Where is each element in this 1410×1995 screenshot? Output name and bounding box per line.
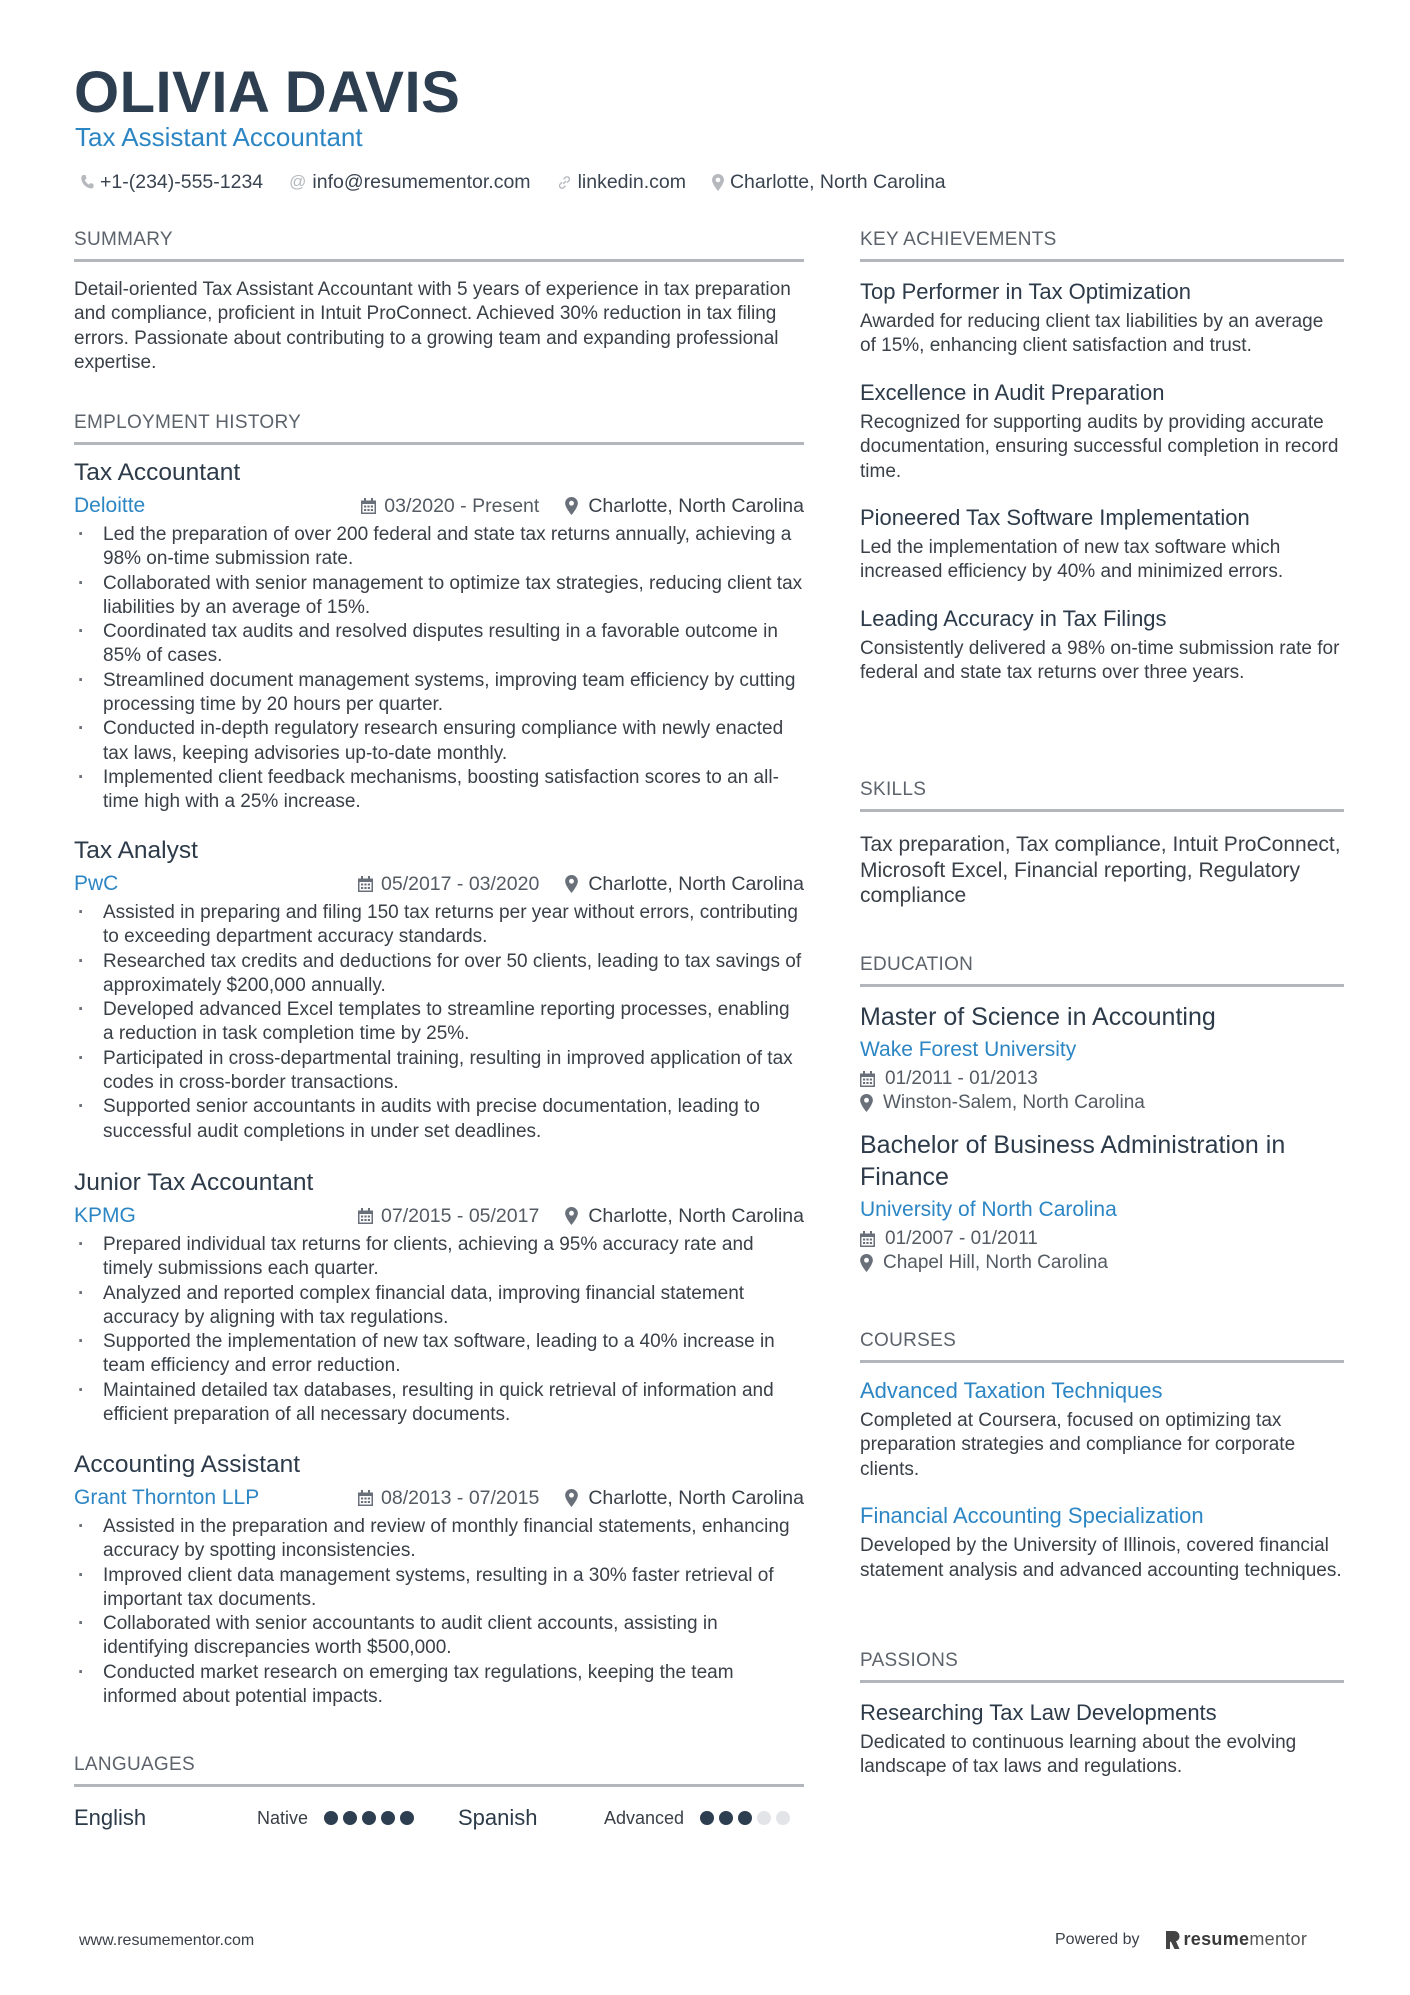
phone-icon — [80, 174, 94, 190]
language-name: English — [74, 1805, 147, 1830]
section-divider — [74, 442, 804, 445]
section-divider — [860, 1680, 1344, 1683]
footer-powered — [1055, 1929, 1307, 1950]
company-name: PwC — [74, 872, 119, 895]
rating-dot-empty — [757, 1811, 771, 1825]
location-pin-icon — [860, 1254, 873, 1272]
language-item — [458, 1805, 790, 1831]
achievement-title: Top Performer in Tax Optimization — [860, 279, 1191, 304]
summary-section — [74, 228, 804, 376]
contact-email-text: info@resumementor.com — [312, 171, 531, 193]
section-heading: COURSES — [860, 1330, 957, 1351]
job-bullet: · Developed advanced Excel templates to streamline reporting processes, enabling a reduction in task completion time by 25%. — [74, 998, 804, 1047]
job-location — [565, 873, 804, 896]
language-item — [74, 1805, 418, 1831]
education-dates — [860, 1227, 1344, 1251]
job-bullet: · Participated in cross-departmental training, resulting in improved application of tax codes in cross-border transactions. — [74, 1047, 804, 1096]
job-bullet: · Researched tax credits and deductions for over 50 clients, leading to tax savings of approximately $200,000 annually. — [74, 950, 804, 999]
course-title: Financial Accounting Specialization — [860, 1503, 1204, 1529]
location-pin-icon — [565, 497, 578, 515]
link-icon — [557, 175, 572, 190]
achievement-item — [860, 504, 1344, 585]
job-dates — [358, 873, 539, 896]
section-divider — [74, 259, 804, 262]
degree: Master of Science in Accounting — [860, 1003, 1216, 1031]
passion-item — [860, 1699, 1344, 1780]
job-title: Accounting Assistant — [74, 1451, 301, 1478]
job-location-text: Charlotte, North Carolina — [588, 872, 804, 895]
job-bullets — [74, 523, 804, 815]
job-dates-text: 07/2015 - 05/2017 — [381, 1204, 540, 1227]
education-section — [860, 953, 1344, 1289]
location-pin-icon — [712, 174, 724, 191]
section-divider — [860, 809, 1344, 812]
degree: Bachelor of Business Administration in Finance — [860, 1131, 1286, 1191]
rating-dot-empty — [776, 1811, 790, 1825]
achievement-item — [860, 379, 1344, 484]
education-location — [860, 1091, 1344, 1115]
job-dates-text: 03/2020 - Present — [384, 494, 540, 517]
job-bullet: · Collaborated with senior accountants to audit client accounts, assisting in identifying discrepancies worth $500,000. — [74, 1612, 804, 1661]
job-bullet: · Assisted in the preparation and review of monthly financial statements, enhancing accuracy by spotting inconsistencies. — [74, 1515, 804, 1564]
job-title: Tax Accountant — [74, 459, 241, 486]
section-divider — [74, 1784, 804, 1787]
skills-section — [860, 778, 1344, 909]
language-rating — [324, 1811, 414, 1825]
job-bullets — [74, 1515, 804, 1709]
contact-location — [712, 169, 946, 195]
job-entry — [74, 1168, 804, 1427]
language-level: Native — [257, 1807, 309, 1828]
job-bullet: · Led the preparation of over 200 federal and state tax returns annually, achieving a 98% on-time submission rate. — [74, 523, 804, 572]
job-bullet: · Streamlined document management systems, improving team efficiency by cutting processing time by 20 hours per quarter. — [74, 669, 804, 718]
calendar-icon — [358, 876, 373, 892]
job-dates — [358, 1205, 539, 1228]
contact-phone[interactable] — [80, 169, 263, 195]
course-item — [860, 1377, 1344, 1482]
rating-dot-filled — [362, 1811, 376, 1825]
location-pin-icon — [565, 875, 578, 893]
achievement-desc: Recognized for supporting audits by providing accurate documentation, ensuring successful completion in record time. — [860, 411, 1339, 482]
language-rating — [700, 1811, 790, 1825]
job-meta — [74, 1202, 804, 1230]
achievement-title: Leading Accuracy in Tax Filings — [860, 605, 1167, 631]
job-entry — [74, 458, 804, 815]
job-location-text: Charlotte, North Carolina — [588, 494, 804, 517]
job-title: Tax Analyst — [74, 837, 198, 864]
school-name: Wake Forest University — [860, 1038, 1077, 1061]
job-title: Junior Tax Accountant — [74, 1169, 314, 1196]
rating-dot-filled — [719, 1811, 733, 1825]
powered-by-label: Powered by — [1055, 1930, 1140, 1948]
contact-row — [80, 169, 946, 195]
calendar-icon — [860, 1071, 875, 1087]
candidate-name: OLIVIA DAVIS — [74, 60, 461, 125]
job-entry — [74, 1450, 804, 1709]
achievement-title: Pioneered Tax Software Implementation — [860, 505, 1250, 531]
education-dates-text: 01/2011 - 01/2013 — [885, 1068, 1038, 1089]
courses-section — [860, 1329, 1344, 1603]
job-meta — [74, 1484, 804, 1512]
course-item — [860, 1502, 1344, 1583]
school-name: University of North Carolina — [860, 1198, 1117, 1221]
section-divider — [860, 259, 1344, 262]
at-icon: @ — [289, 172, 307, 191]
calendar-icon — [358, 1208, 373, 1224]
contact-location-text: Charlotte, North Carolina — [729, 171, 946, 193]
location-pin-icon — [565, 1489, 578, 1507]
passion-title: Researching Tax Law Developments — [860, 1700, 1217, 1725]
company-name: Deloitte — [74, 494, 146, 517]
education-location-text: Winston-Salem, North Carolina — [883, 1092, 1145, 1113]
job-bullet: · Conducted market research on emerging tax regulations, keeping the team informed about potential impacts. — [74, 1661, 804, 1710]
job-meta — [74, 870, 804, 898]
location-pin-icon — [565, 1207, 578, 1225]
course-desc: Completed at Coursera, focused on optimizing tax preparation strategies and compliance for corporate clients. — [860, 1410, 1296, 1480]
achievement-title: Excellence in Audit Preparation — [860, 379, 1165, 405]
employment-section — [74, 411, 804, 445]
job-bullet: · Collaborated with senior management to optimize tax strategies, reducing client tax liabilities by an average of 15%. — [74, 572, 804, 621]
section-divider — [860, 984, 1344, 987]
job-entry — [74, 836, 804, 1144]
job-dates — [361, 495, 539, 518]
achievements-section — [860, 228, 1344, 706]
job-location-text: Charlotte, North Carolina — [588, 1204, 804, 1227]
resumementor-logo-icon — [1166, 1931, 1180, 1949]
job-dates-text: 08/2013 - 07/2015 — [381, 1486, 540, 1509]
contact-linkedin[interactable] — [557, 169, 686, 195]
skills-text: Tax preparation, Tax compliance, Intuit ProConnect, Microsoft Excel, Financial reporting, Regulatory compliance — [860, 833, 1341, 908]
rating-dot-filled — [738, 1811, 752, 1825]
education-dates-text: 01/2007 - 01/2011 — [885, 1228, 1038, 1249]
job-meta — [74, 492, 804, 520]
job-bullet: · Supported senior accountants in audits with precise documentation, leading to successful audit completions in under set deadlines. — [74, 1095, 804, 1144]
job-bullet: · Conducted in-depth regulatory research ensuring compliance with newly enacted tax laws, keeping advisories up-to-date monthly. — [74, 717, 804, 766]
job-dates — [358, 1487, 539, 1510]
company-name: KPMG — [74, 1204, 136, 1227]
course-desc: Developed by the University of Illinois, covered financial statement analysis and advanced accounting techniques. — [860, 1535, 1342, 1581]
achievement-desc: Consistently delivered a 98% on-time submission rate for federal and state tax returns over three years. — [860, 637, 1340, 684]
education-dates — [860, 1067, 1344, 1091]
job-bullet: · Maintained detailed tax databases, resulting in quick retrieval of information and efficient preparation of all necessary documents. — [74, 1379, 804, 1428]
location-pin-icon — [860, 1094, 873, 1112]
brand-bold: resume — [1183, 1929, 1250, 1949]
passions-section — [860, 1649, 1344, 1780]
job-bullet: · Analyzed and reported complex financial data, improving financial statement accuracy by aligning with tax regulations. — [74, 1282, 804, 1331]
section-heading: SKILLS — [860, 779, 927, 800]
achievement-desc: Awarded for reducing client tax liabilities by an average of 15%, enhancing client satisfaction and trust. — [860, 311, 1324, 357]
job-bullet: · Implemented client feedback mechanisms, boosting satisfaction scores to an all-time high with a 25% increase. — [74, 766, 804, 815]
section-heading: LANGUAGES — [74, 1754, 195, 1775]
summary-text: Detail-oriented Tax Assistant Accountant with 5 years of experience in tax preparation and compliance, proficient in Intuit ProConnect. Achieved 30% reduction in tax filing errors. Passionate about contributing to a growing team and expanding professional expertise. — [74, 279, 791, 374]
passion-desc: Dedicated to continuous learning about the evolving landscape of tax laws and regulations. — [860, 1732, 1297, 1778]
education-location — [860, 1251, 1344, 1275]
section-heading: SUMMARY — [74, 229, 173, 250]
job-location — [565, 495, 804, 518]
footer-website[interactable]: www.resumementor.com — [79, 1932, 255, 1949]
section-divider — [860, 1360, 1344, 1363]
section-heading: EDUCATION — [860, 954, 974, 975]
section-heading: PASSIONS — [860, 1650, 959, 1671]
company-name: Grant Thornton LLP — [74, 1486, 260, 1509]
rating-dot-filled — [324, 1811, 338, 1825]
brand-light: mentor — [1249, 1929, 1308, 1949]
job-bullet: · Assisted in preparing and filing 150 tax returns per year without errors, contributing to exceeding department accuracy standards. — [74, 901, 804, 950]
job-location — [565, 1205, 804, 1228]
job-bullet: · Coordinated tax audits and resolved disputes resulting in a favorable outcome in 85% of cases. — [74, 620, 804, 669]
rating-dot-filled — [400, 1811, 414, 1825]
education-item — [860, 1129, 1344, 1275]
achievement-item — [860, 605, 1344, 686]
rating-dot-filled — [381, 1811, 395, 1825]
job-bullet: · Improved client data management systems, resulting in a 30% faster retrieval of important tax documents. — [74, 1564, 804, 1613]
job-bullets — [74, 901, 804, 1144]
contact-linkedin-text: linkedin.com — [577, 171, 686, 193]
job-location — [565, 1487, 804, 1510]
education-item — [860, 1001, 1344, 1115]
job-bullets — [74, 1233, 804, 1427]
education-location-text: Chapel Hill, North Carolina — [883, 1252, 1108, 1273]
calendar-icon — [358, 1490, 373, 1506]
achievement-desc: Led the implementation of new tax software which increased efficiency by 40% and minimized errors. — [860, 537, 1284, 583]
section-heading: EMPLOYMENT HISTORY — [74, 412, 302, 433]
language-name: Spanish — [458, 1805, 538, 1830]
section-heading: KEY ACHIEVEMENTS — [860, 229, 1057, 250]
job-location-text: Charlotte, North Carolina — [588, 1486, 804, 1509]
languages-section — [74, 1753, 804, 1833]
rating-dot-filled — [343, 1811, 357, 1825]
contact-email[interactable] — [289, 169, 530, 195]
course-title: Advanced Taxation Techniques — [860, 1378, 1163, 1403]
job-dates-text: 05/2017 - 03/2020 — [381, 872, 540, 895]
rating-dot-filled — [700, 1811, 714, 1825]
calendar-icon — [361, 498, 376, 514]
candidate-title: Tax Assistant Accountant — [75, 122, 363, 152]
job-bullet: · Supported the implementation of new tax software, leading to a 40% increase in team efficiency and error reduction. — [74, 1330, 804, 1379]
job-bullet: · Prepared individual tax returns for clients, achieving a 95% accuracy rate and timely submissions each quarter. — [74, 1233, 804, 1282]
calendar-icon — [860, 1231, 875, 1247]
resumementor-logo[interactable] — [1166, 1929, 1308, 1950]
language-level: Advanced — [604, 1807, 685, 1828]
contact-phone-text: +1-(234)-555-1234 — [100, 171, 264, 193]
achievement-item — [860, 278, 1344, 359]
